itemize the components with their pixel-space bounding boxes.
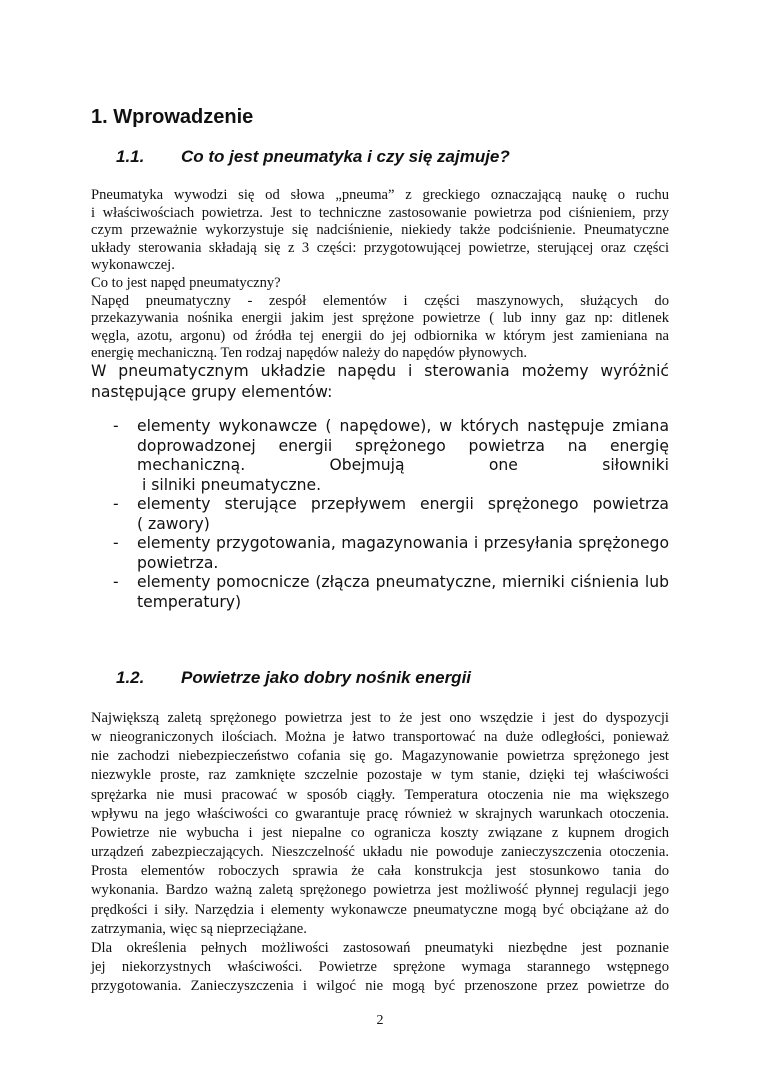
text-line: elementy sterujące przepływem energii sprężonego powietrza	[137, 495, 669, 513]
text-line: przygotowania. Zanieczyszczenia i wilgoć nie mogą być przenoszone przez powietrze do	[91, 978, 669, 995]
text-line: niezwykle proste, raz zamknięte szczelnie pozostaje w tym stanie, dzięki tej właściwości	[91, 767, 669, 784]
list-item	[113, 417, 669, 495]
text-line: elementy wykonawcze ( napędowe), w których następuje zmiana	[137, 417, 669, 435]
text-line: sprężarka nie musi pracować w sposób ciągły. Temperatura otoczenia nie ma większego	[91, 786, 669, 803]
text-line: przekazywania nośnika energii jakim jest sprężone powietrze ( lub inny gaz np: ditlenek	[91, 310, 669, 327]
paragraph-element-groups	[91, 361, 669, 403]
text-line: powietrza.	[137, 553, 219, 572]
section-1-1-title: Co to jest pneumatyka i czy się zajmuje?	[181, 147, 510, 166]
section-1-2-title: Powietrze jako dobry nośnik energii	[181, 668, 472, 687]
text-line: układy sterowania składają się z 3 części: przygotowującej powietrze, sterującej oraz części	[91, 239, 669, 256]
bullet-dash: -	[113, 573, 119, 591]
text-line: wykonania. Bardzo ważną zaletą sprężonego powietrza jest możliwość płynnej regulacji jego	[91, 882, 669, 899]
text-line: nie zachodzi niebezpieczeństwo cofania się go. Magazynowanie powietrza sprężonego jest	[91, 748, 669, 765]
bullet-dash: -	[113, 534, 119, 552]
bullet-dash: -	[113, 417, 119, 435]
text-line: prędkości i siły. Narzędzia i elementy wykonawcze pneumatyczne mogą być obciążane aż do	[91, 901, 669, 918]
element-groups-list	[113, 417, 669, 612]
text-line: Co to jest napęd pneumatyczny?	[91, 274, 281, 291]
section-1-1-number: 1.1.	[116, 147, 145, 166]
list-item	[113, 573, 669, 612]
text-line: węgla, azotu, argonu) od źródła tej energii do jej odbiornika w którym jest zamieniana na	[91, 327, 669, 344]
text-line: elementy przygotowania, magazynowania i przesyłania sprężonego	[137, 534, 669, 552]
text-line: i właściwościach powietrza. Jest to techniczne zastosowanie powietrza pod ciśnieniem, przy	[91, 204, 669, 221]
text-line: w nieograniczonych ilościach. Można je łatwo transportować na duże odległości, ponieważ	[91, 729, 669, 746]
text-line: energię mechaniczną. Ten rodzaj napędów należy do napędów płynowych.	[91, 345, 528, 362]
text-line: Napęd pneumatyczny - zespół elementów i części maszynowych, służących do	[91, 292, 669, 309]
text-line: czym przeważnie wykorzystuje się nadciśnienie, niekiedy także podciśnienie. Pneumatyczne	[91, 222, 669, 239]
text-line: Dla określenia pełnych możliwości zastosowań pneumatyki niezbędne jest poznanie	[91, 939, 669, 956]
text-line: urządzeń zabezpieczających. Nieszczelność układu nie powoduje zanieczyszczenia otoczenia.	[91, 844, 669, 861]
text-line: mechaniczną. Obejmują one siłowniki	[137, 456, 669, 474]
paragraph-intro	[91, 187, 669, 363]
text-line: wpływu na jego właściwości co gwarantuje pracę również w skrajnych warunkach otoczenia.	[91, 805, 669, 822]
text-line: Powietrze nie wybucha i jest niepalne co ogranicza koszty związane z kupnem drogich	[91, 824, 669, 841]
list-item	[113, 534, 669, 573]
bullet-dash: -	[113, 495, 119, 513]
section-1-2-number: 1.2.	[116, 668, 145, 687]
page-number: 2	[376, 1013, 384, 1028]
text-line: wykonawczej.	[91, 257, 175, 274]
text-line: Pneumatyka wywodzi się od słowa „pneuma” z greckiego oznaczającą naukę o ruchu	[91, 187, 669, 203]
text-line: jej niekorzystnych właściwości. Powietrze sprężone wymaga starannego wstępnego	[91, 959, 669, 976]
paragraph-air-advantages	[91, 709, 669, 996]
list-item	[113, 495, 669, 534]
text-line: Prosta elementów roboczych sprawia że cała konstrukcja jest stosunkowo tania do	[91, 863, 669, 880]
heading-wprowadzenie: 1. Wprowadzenie	[91, 106, 254, 128]
text-line: ( zawory)	[137, 514, 210, 533]
text-line: zatrzymania, więc są nieprzeciążane.	[91, 920, 307, 937]
text-line: Największą zaletą sprężonego powietrza jest to że jest ono wszędzie i jest do dyspozycji	[91, 710, 669, 726]
text-line: doprowadzonej energii sprężonego powietrza na energię	[137, 436, 669, 455]
text-line: następujące grupy elementów:	[91, 383, 333, 401]
text-line: temperatury)	[137, 592, 242, 611]
text-line: i silniki pneumatyczne.	[137, 475, 322, 494]
text-line: W pneumatycznym układzie napędu i sterowania możemy wyróżnić	[91, 362, 669, 380]
text-line: elementy pomocnicze (złącza pneumatyczne, mierniki ciśnienia lub	[137, 573, 669, 591]
